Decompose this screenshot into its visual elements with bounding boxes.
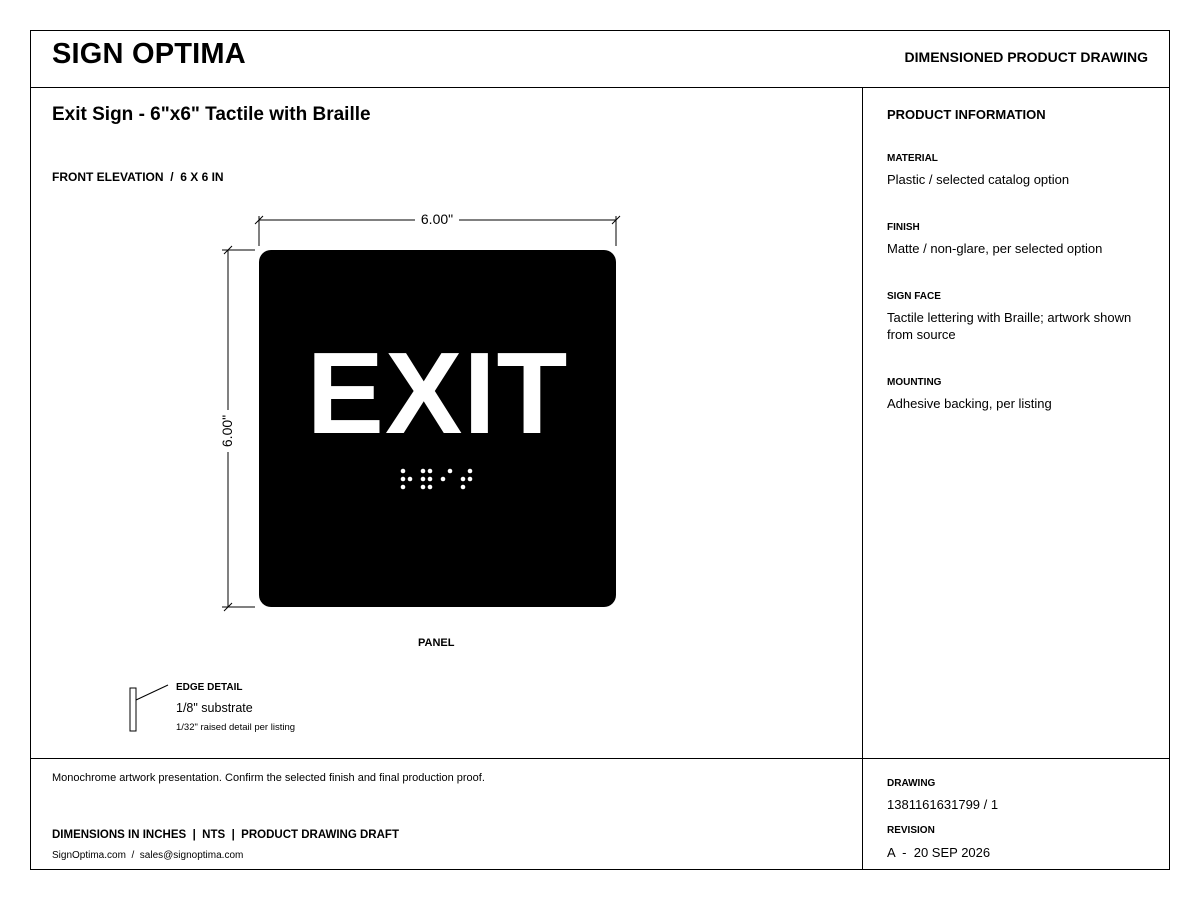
- edge-detail-label: EDGE DETAIL: [176, 682, 243, 693]
- edge-detail-substrate: 1/8" substrate: [176, 701, 253, 715]
- finish-value: Matte / non-glare, per selected option: [887, 241, 1103, 256]
- brand-name: SIGN OPTIMA: [52, 38, 246, 70]
- sign-exit-text: EXIT: [306, 328, 569, 458]
- drawing-number-value: 1381161631799 / 1: [887, 797, 999, 812]
- edge-detail-note: 1/32" raised detail per listing: [176, 722, 296, 733]
- revision-label: REVISION: [887, 825, 935, 836]
- product-title: Exit Sign - 6"x6" Tactile with Braille: [52, 104, 371, 125]
- sign-face-label: SIGN FACE: [887, 291, 941, 302]
- footer-note: Monochrome artwork presentation. Confirm the selected finish and final production proof.: [52, 772, 485, 784]
- product-info-heading: PRODUCT INFORMATION: [887, 107, 1046, 122]
- contact-line: SignOptima.com / sales@signoptima.com: [52, 850, 244, 861]
- mounting-label: MOUNTING: [887, 377, 942, 388]
- drawing-number-label: DRAWING: [887, 778, 936, 789]
- height-dimension-label: 6.00": [219, 414, 235, 448]
- sign-face-value: Tactile lettering with Braille; artwork shown from source: [887, 310, 1132, 342]
- revision-value: A - 20 SEP 2026: [887, 845, 991, 860]
- exit-sign-panel: [259, 250, 616, 607]
- document-type: DIMENSIONED PRODUCT DRAWING: [904, 49, 1148, 65]
- dimensions-line: DIMENSIONS IN INCHES | NTS | PRODUCT DRAWING DRAFT: [52, 829, 399, 841]
- width-dimension-label: 6.00": [420, 211, 454, 227]
- finish-label: FINISH: [887, 222, 920, 233]
- material-label: MATERIAL: [887, 153, 938, 164]
- material-value: Plastic / selected catalog option: [887, 172, 1070, 187]
- panel-label: PANEL: [418, 637, 455, 649]
- braille-dots: [259, 250, 616, 607]
- mounting-value: Adhesive backing, per listing: [887, 396, 1052, 411]
- view-label: FRONT ELEVATION / 6 X 6 IN: [52, 170, 224, 184]
